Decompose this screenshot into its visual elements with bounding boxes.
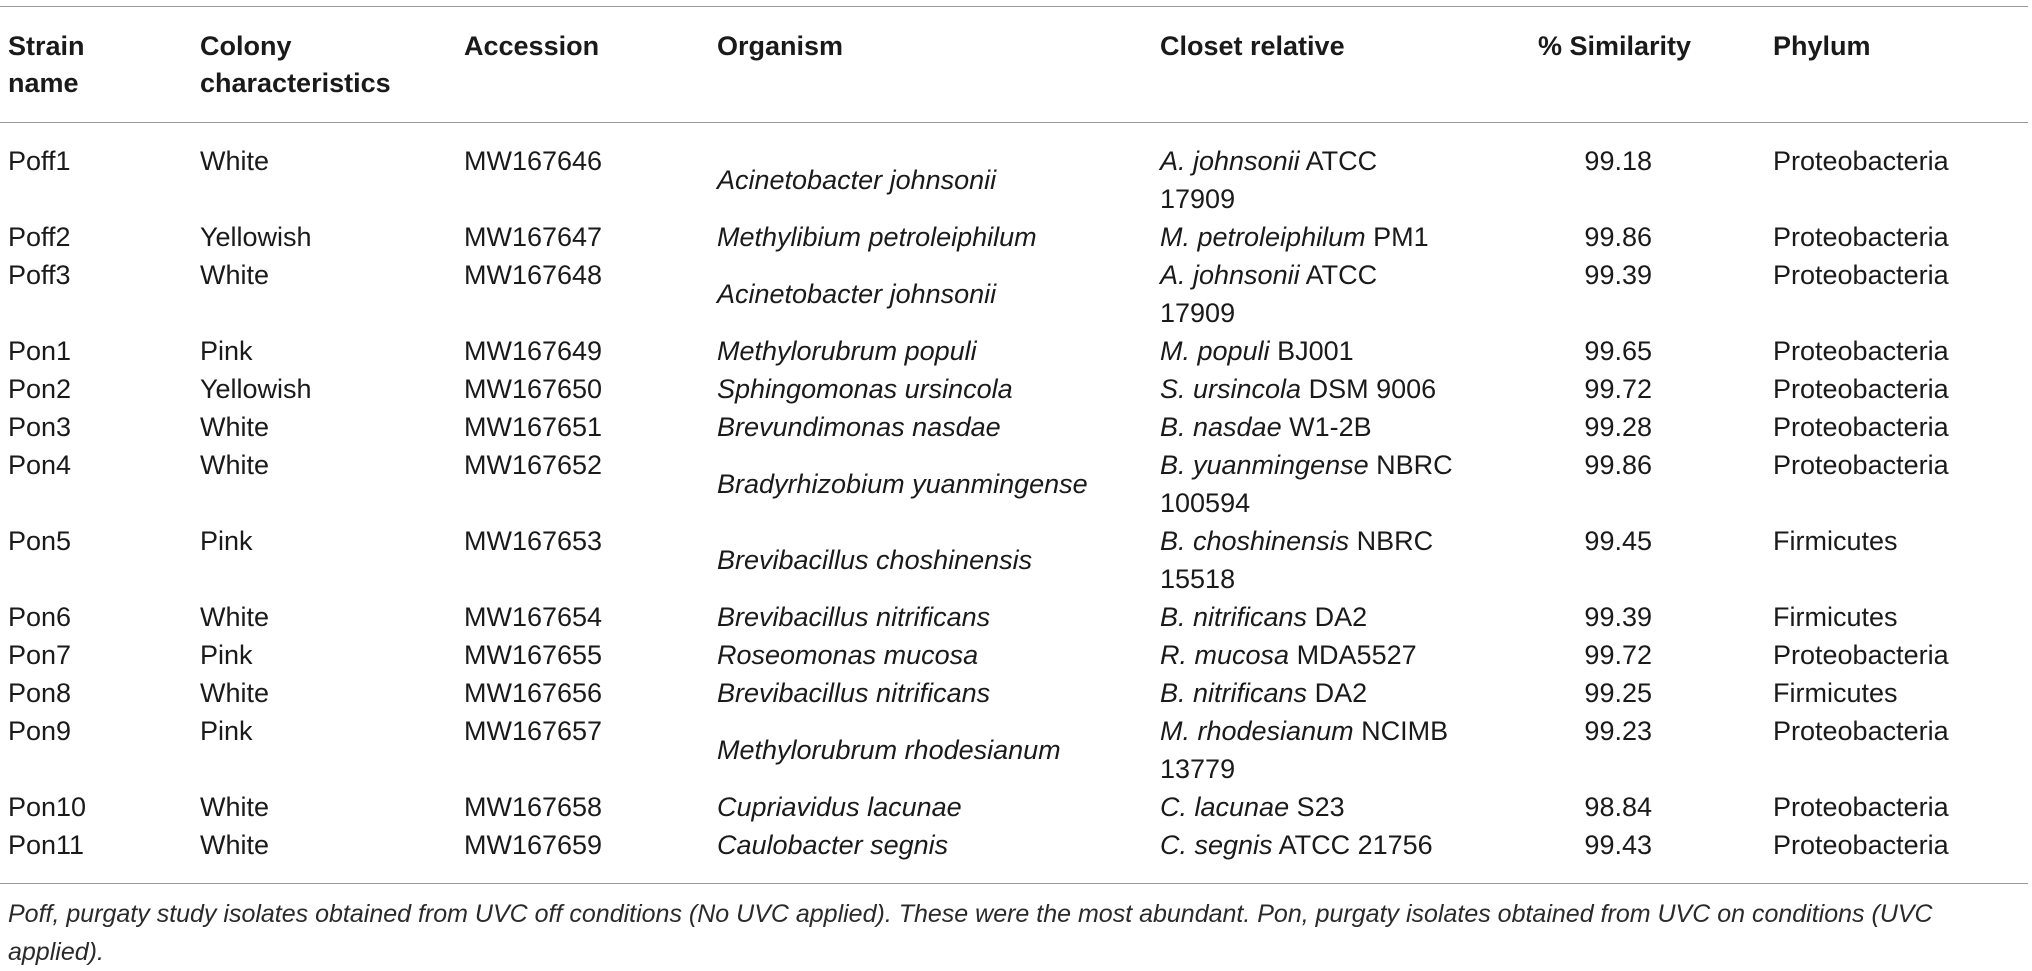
- colony-characteristics-cell: Pink: [200, 526, 253, 556]
- header-phylum: Phylum: [1773, 31, 1871, 61]
- table-row: [0, 636, 2028, 674]
- accession-cell: MW167658: [464, 792, 603, 822]
- phylum-cell: Proteobacteria: [1773, 830, 1949, 860]
- similarity-cell: 99.65: [1584, 336, 1652, 366]
- closet-relative-cell: [1160, 826, 1433, 864]
- similarity-cell: 99.23: [1584, 716, 1652, 746]
- phylum-cell: Firmicutes: [1773, 678, 1898, 708]
- closet-relative-cell: [1160, 522, 1433, 598]
- colony-characteristics-cell: Pink: [200, 716, 253, 746]
- relative-strain: NCIMB: [1361, 716, 1449, 746]
- table-bottom-rule: [0, 883, 2028, 884]
- organism-cell: Caulobacter segnis: [717, 830, 949, 860]
- strain-name-cell: Pon3: [8, 412, 72, 442]
- closet-relative-cell: [1160, 788, 1345, 826]
- organism-cell: Brevibacillus choshinensis: [717, 545, 1033, 575]
- phylum-cell: Proteobacteria: [1773, 260, 1949, 290]
- table-row: [0, 332, 2028, 370]
- similarity-cell: 99.72: [1584, 640, 1652, 670]
- accession-cell: MW167657: [464, 716, 603, 746]
- phylum-cell: Proteobacteria: [1773, 450, 1949, 480]
- colony-characteristics-cell: Pink: [200, 640, 253, 670]
- relative-species: B. choshinensis: [1160, 526, 1350, 556]
- phylum-cell: Proteobacteria: [1773, 146, 1949, 176]
- relative-species: A. johnsonii: [1160, 146, 1300, 176]
- colony-characteristics-cell: White: [200, 830, 270, 860]
- table-row: [0, 712, 2028, 788]
- similarity-cell: 99.45: [1584, 526, 1652, 556]
- relative-species: B. nasdae: [1160, 412, 1282, 442]
- relative-strain: W1-2B: [1289, 412, 1372, 442]
- organism-cell: Cupriavidus lacunae: [717, 792, 962, 822]
- table-row: [0, 598, 2028, 636]
- table-row: [0, 522, 2028, 598]
- relative-strain: NBRC: [1376, 450, 1453, 480]
- organism-cell: Brevibacillus nitrificans: [717, 678, 991, 708]
- relative-species: C. segnis: [1160, 830, 1273, 860]
- accession-cell: MW167654: [464, 602, 603, 632]
- colony-characteristics-cell: Yellowish: [200, 374, 312, 404]
- similarity-cell: 99.43: [1584, 830, 1652, 860]
- strain-name-cell: Pon4: [8, 450, 72, 480]
- relative-strain: DA2: [1314, 678, 1368, 708]
- phylum-cell: Proteobacteria: [1773, 222, 1949, 252]
- header-similarity: % Similarity: [1538, 31, 1692, 61]
- strain-name-cell: Pon10: [8, 792, 87, 822]
- accession-cell: MW167649: [464, 336, 603, 366]
- relative-species: M. populi: [1160, 336, 1270, 366]
- organism-cell: Acinetobacter johnsonii: [717, 165, 997, 195]
- accession-cell: MW167653: [464, 526, 603, 556]
- phylum-cell: Proteobacteria: [1773, 374, 1949, 404]
- phylum-cell: Proteobacteria: [1773, 716, 1949, 746]
- similarity-cell: 99.39: [1584, 602, 1652, 632]
- accession-cell: MW167648: [464, 260, 603, 290]
- table-top-rule: [0, 6, 2028, 7]
- relative-species: B. yuanmingense: [1160, 450, 1369, 480]
- accession-cell: MW167655: [464, 640, 603, 670]
- table-row: [0, 674, 2028, 712]
- colony-characteristics-cell: White: [200, 450, 270, 480]
- relative-strain: DA2: [1314, 602, 1368, 632]
- strain-name-cell: Pon1: [8, 336, 72, 366]
- similarity-cell: 99.28: [1584, 412, 1652, 442]
- similarity-cell: 98.84: [1584, 792, 1652, 822]
- relative-species: B. nitrificans: [1160, 678, 1308, 708]
- strain-name-cell: Pon7: [8, 640, 72, 670]
- organism-cell: Roseomonas mucosa: [717, 640, 979, 670]
- relative-species: C. lacunae: [1160, 792, 1290, 822]
- table-footnote: Poff, purgaty study isolates obtained from UVC off conditions (No UVC applied). These were the most abundant. Pon, purgaty isolates obtained from UVC on conditions (UVC applied).: [8, 900, 1933, 966]
- relative-strain: ATCC 21756: [1278, 830, 1433, 860]
- relative-strain: NBRC: [1356, 526, 1434, 556]
- strain-name-cell: Poff2: [8, 222, 71, 252]
- colony-characteristics-cell: White: [200, 412, 270, 442]
- colony-characteristics-cell: White: [200, 146, 270, 176]
- organism-cell: Sphingomonas ursincola: [717, 374, 1013, 404]
- phylum-cell: Firmicutes: [1773, 526, 1898, 556]
- relative-strain-continued: 17909: [1160, 298, 1236, 328]
- closet-relative-cell: [1160, 256, 1377, 332]
- colony-characteristics-cell: Yellowish: [200, 222, 312, 252]
- table-row: [0, 788, 2028, 826]
- header-closet-relative: Closet relative: [1160, 31, 1345, 61]
- organism-cell: Brevundimonas nasdae: [717, 412, 1001, 442]
- relative-strain-continued: 17909: [1160, 184, 1236, 214]
- accession-cell: MW167659: [464, 830, 603, 860]
- table-row: [0, 446, 2028, 522]
- table-row: [0, 408, 2028, 446]
- table-header-row: [0, 28, 2028, 118]
- strain-name-cell: Pon5: [8, 526, 72, 556]
- organism-cell: Brevibacillus nitrificans: [717, 602, 991, 632]
- similarity-cell: 99.72: [1584, 374, 1652, 404]
- relative-strain: PM1: [1373, 222, 1429, 252]
- relative-species: B. nitrificans: [1160, 602, 1308, 632]
- organism-cell: Methylibium petroleiphilum: [717, 222, 1037, 252]
- strain-name-cell: Pon2: [8, 374, 72, 404]
- phylum-cell: Proteobacteria: [1773, 336, 1949, 366]
- relative-species: M. petroleiphilum: [1160, 222, 1366, 252]
- relative-species: S. ursincola: [1160, 374, 1302, 404]
- organism-cell: Acinetobacter johnsonii: [717, 279, 997, 309]
- relative-species: A. johnsonii: [1160, 260, 1300, 290]
- accession-cell: MW167650: [464, 374, 603, 404]
- closet-relative-cell: [1160, 218, 1429, 256]
- table-row: [0, 142, 2028, 218]
- table-header-rule: [0, 122, 2028, 123]
- strain-name-cell: Pon8: [8, 678, 72, 708]
- closet-relative-cell: [1160, 712, 1448, 788]
- relative-strain: DSM 9006: [1308, 374, 1437, 404]
- header-colony-characteristics: Colony characteristics: [200, 31, 391, 98]
- closet-relative-cell: [1160, 446, 1453, 522]
- colony-characteristics-cell: White: [200, 602, 270, 632]
- closet-relative-cell: [1160, 598, 1367, 636]
- relative-species: R. mucosa: [1160, 640, 1290, 670]
- accession-cell: MW167656: [464, 678, 603, 708]
- colony-characteristics-cell: White: [200, 792, 270, 822]
- colony-characteristics-cell: White: [200, 260, 270, 290]
- table-row: [0, 218, 2028, 256]
- header-organism: Organism: [717, 31, 844, 61]
- accession-cell: MW167646: [464, 146, 603, 176]
- closet-relative-cell: [1160, 332, 1354, 370]
- similarity-cell: 99.18: [1584, 146, 1652, 176]
- relative-strain-continued: 13779: [1160, 754, 1236, 784]
- relative-species: M. rhodesianum: [1160, 716, 1354, 746]
- similarity-cell: 99.86: [1584, 222, 1652, 252]
- relative-strain: BJ001: [1277, 336, 1354, 366]
- phylum-cell: Firmicutes: [1773, 602, 1898, 632]
- organism-cell: Bradyrhizobium yuanmingense: [717, 469, 1088, 499]
- phylum-cell: Proteobacteria: [1773, 412, 1949, 442]
- accession-cell: MW167651: [464, 412, 603, 442]
- table-row: [0, 256, 2028, 332]
- phylum-cell: Proteobacteria: [1773, 792, 1949, 822]
- header-strain-name: Strain name: [8, 31, 85, 98]
- relative-strain: ATCC: [1305, 260, 1378, 290]
- closet-relative-cell: [1160, 636, 1417, 674]
- organism-cell: Methylorubrum rhodesianum: [717, 735, 1061, 765]
- relative-strain: MDA5527: [1296, 640, 1417, 670]
- relative-strain: ATCC: [1305, 146, 1378, 176]
- table-row: [0, 370, 2028, 408]
- strain-name-cell: Pon9: [8, 716, 72, 746]
- strain-name-cell: Poff3: [8, 260, 71, 290]
- header-accession: Accession: [464, 31, 600, 61]
- strain-name-cell: Pon6: [8, 602, 72, 632]
- accession-cell: MW167647: [464, 222, 603, 252]
- relative-strain: S23: [1296, 792, 1345, 822]
- table-row: [0, 826, 2028, 864]
- relative-strain-continued: 100594: [1160, 488, 1251, 518]
- similarity-cell: 99.39: [1584, 260, 1652, 290]
- similarity-cell: 99.86: [1584, 450, 1652, 480]
- strain-name-cell: Poff1: [8, 146, 71, 176]
- similarity-cell: 99.25: [1584, 678, 1652, 708]
- closet-relative-cell: [1160, 142, 1377, 218]
- closet-relative-cell: [1160, 674, 1367, 712]
- organism-cell: Methylorubrum populi: [717, 336, 977, 366]
- colony-characteristics-cell: White: [200, 678, 270, 708]
- accession-cell: MW167652: [464, 450, 603, 480]
- relative-strain-continued: 15518: [1160, 564, 1236, 594]
- colony-characteristics-cell: Pink: [200, 336, 253, 366]
- strain-name-cell: Pon11: [8, 830, 85, 860]
- closet-relative-cell: [1160, 408, 1372, 446]
- phylum-cell: Proteobacteria: [1773, 640, 1949, 670]
- closet-relative-cell: [1160, 370, 1436, 408]
